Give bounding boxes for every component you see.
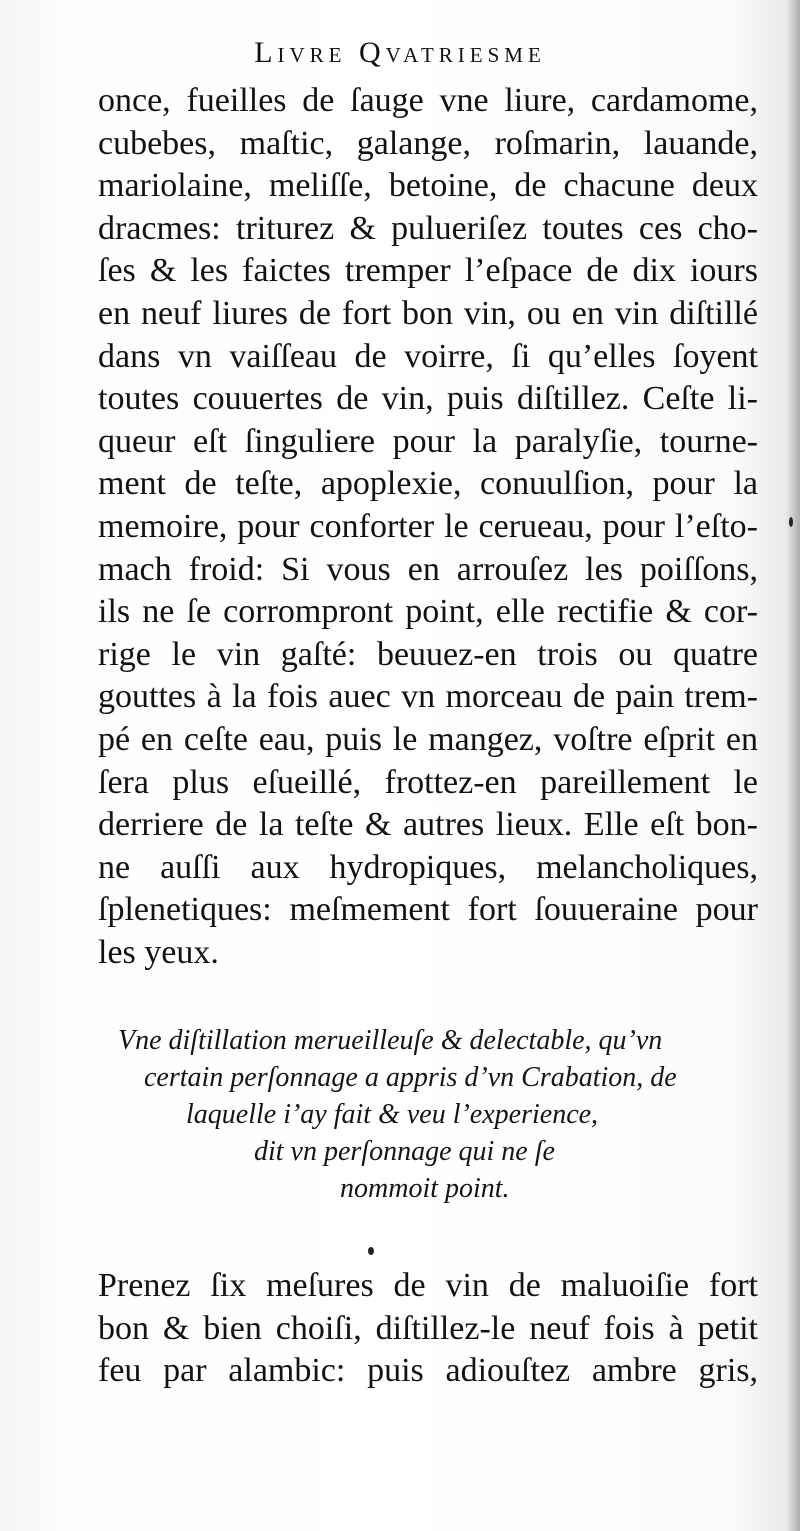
section-heading xyxy=(100,1022,760,1207)
text-line: dracmes: triturez & pulueriſez toutes ces cho- xyxy=(98,209,758,247)
text-line: Prenez ſix meſures de vin de maluoiſie fort xyxy=(98,1267,758,1304)
text-line: ne auſſi aux hydropiques, melancholiques, xyxy=(98,848,758,886)
text-line: derriere de la teſte & autres lieux. Elle eſt bon- xyxy=(98,806,758,844)
text-line: dans vn vaiſſeau de voirre, ſi qu’elles ſoyent xyxy=(98,337,758,375)
paragraph-1 xyxy=(98,80,758,974)
text-line: ſera plus eſueillé, frottez-en pareillement le xyxy=(98,763,758,801)
text-line: mach froid: Si vous en arrouſez les poiſſons, xyxy=(98,550,758,588)
text-line: les yeux. xyxy=(98,933,219,971)
text-line: once, fueilles de ſauge vne liure, cardamome, xyxy=(98,82,758,119)
running-head: Livre Qvatriesme xyxy=(254,36,546,69)
text-line: ſes & les faictes tremper l’eſpace de dix iours xyxy=(98,252,758,290)
text-line: gouttes à la fois auec vn morceau de pain trem- xyxy=(98,678,758,716)
heading-line: certain perſonnage a appris d’vn Crabation, de xyxy=(144,1062,677,1093)
text-line: cubebes, maſtic, galange, roſmarin, lauande, xyxy=(98,124,758,162)
text-line: mariolaine, meliſſe, betoine, de chacune deux xyxy=(98,167,758,205)
text-line: bon & bien choiſi, diſtillez-le neuf fois à petit xyxy=(98,1309,758,1347)
heading-line: dit vn perſonnage qui ne ſe xyxy=(254,1136,555,1167)
text-line: en neuf liures de fort bon vin, ou en vin diſtillé xyxy=(98,294,758,332)
heading-line: nommoit point. xyxy=(340,1173,510,1204)
heading-line: laquelle i’ay fait & veu l’experience, xyxy=(186,1099,599,1130)
text-line: queur eſt ſinguliere pour la paralyſie, tourne- xyxy=(98,422,758,460)
text-line: feu par alambic: puis adiouſtez ambre gris, xyxy=(98,1352,758,1390)
page-gutter-shadow xyxy=(786,0,800,1531)
text-line: ment de teſte, apoplexie, conuulſion, pour la xyxy=(98,465,758,503)
heading-line: Vne diſtillation merueilleuſe & delectable, qu’vn xyxy=(118,1025,663,1056)
ink-speck xyxy=(368,1247,374,1255)
text-line: ils ne ſe corrompront point, elle rectifie & cor- xyxy=(98,593,758,631)
paragraph-2 xyxy=(98,1265,758,1393)
text-line: rige le vin gaſté: beuuez-en trois ou quatre xyxy=(98,635,758,673)
text-line: ſplenetiques: meſmement fort ſouueraine pour xyxy=(98,891,758,929)
text-line: memoire, pour conforter le cerueau, pour l’eſto- xyxy=(98,507,758,545)
text-line: pé en ceſte eau, puis le mangez, voſtre eſprit en xyxy=(98,720,758,758)
ink-speck xyxy=(789,517,793,527)
text-line: toutes couuertes de vin, puis diſtillez. Ceſte li- xyxy=(98,380,758,418)
